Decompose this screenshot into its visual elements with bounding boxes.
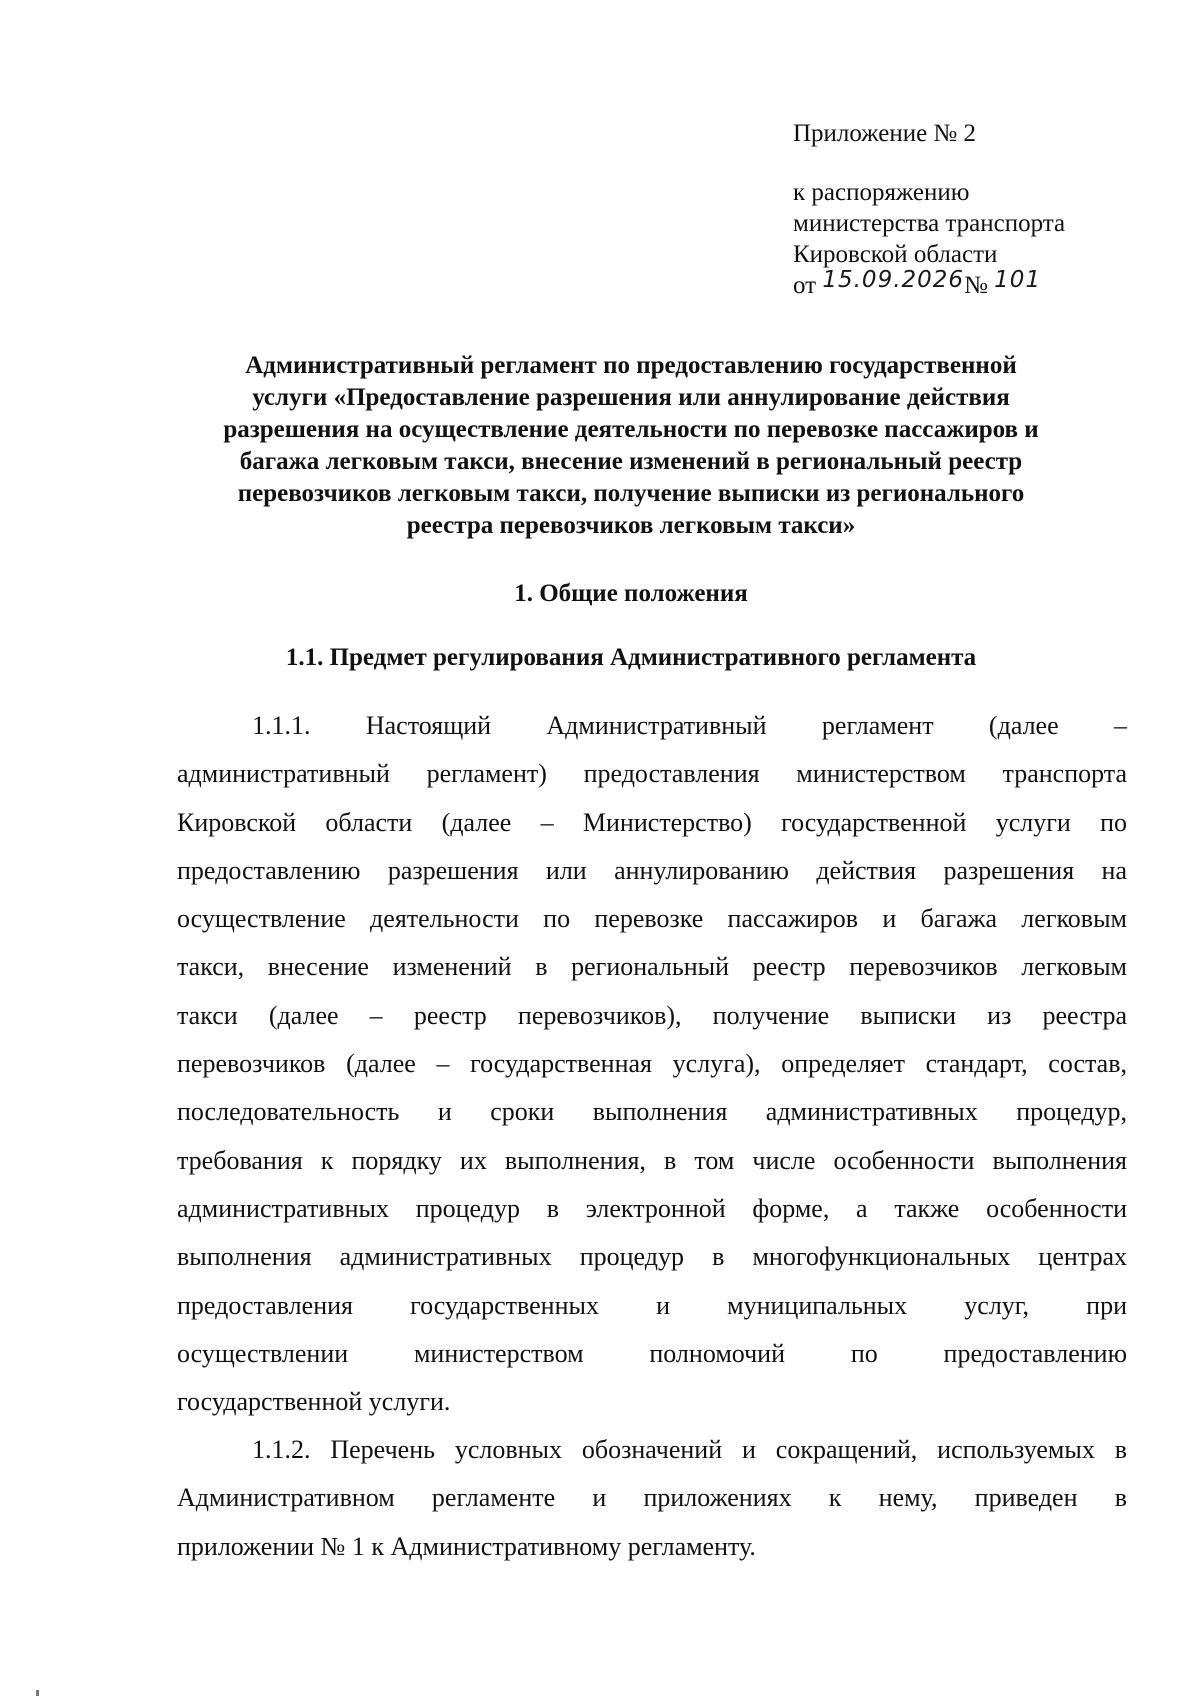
paragraph-line: требования к порядку их выполнения, в том числе особенности выполнения	[177, 1145, 1127, 1175]
paragraph-line: предоставлению разрешения или аннулированию действия разрешения на	[177, 855, 1127, 885]
appendix-ministry-line-2: Кировской области	[793, 241, 998, 268]
paragraph-line: 1.1.2. Перечень условных обозначений и сокращений, используемых в	[252, 1435, 1127, 1464]
appendix-block	[793, 118, 1173, 302]
handwritten-number: 101	[994, 267, 1042, 293]
appendix-to: к распоряжению	[793, 179, 970, 206]
paragraph-line: административных процедур в электронной форме, а также особенности	[177, 1193, 1127, 1223]
title-line: реестра перевозчиков легковым такси»	[406, 512, 856, 539]
paragraph-line: перевозчиков (далее – государственная услуга), определяет стандарт, состав,	[177, 1049, 1127, 1079]
appendix-ministry-line-1: министерства транспорта	[793, 210, 1066, 237]
paragraph-line: административный регламент) предоставления министерством транспорта	[177, 759, 1127, 789]
paragraph-line: приложении № 1 к Административному регламенту.	[177, 1531, 756, 1561]
appendix-number: Приложение № 2	[793, 120, 977, 147]
title-line: перевозчиков легковым такси, получение выписки из регионального	[237, 480, 1025, 507]
appendix-number-prefix: №	[964, 272, 988, 299]
paragraph-line: последовательность и сроки выполнения административных процедур,	[177, 1097, 1127, 1127]
paragraph-line: осуществление деятельности по перевозке пассажиров и багажа легковым	[177, 904, 1127, 934]
paragraph-1-1-1	[177, 702, 1127, 1426]
appendix-from-prefix: от	[793, 272, 817, 299]
paragraph-1-1-2	[177, 1426, 1127, 1571]
title-line: разрешения на осуществление деятельности по перевозке пассажиров и	[223, 416, 1039, 443]
scan-edge-mark	[36, 1690, 39, 1696]
handwritten-date: 15.09.2026	[822, 267, 965, 293]
paragraph-line: такси, внесение изменений в региональный реестр перевозчиков легковым	[177, 952, 1127, 982]
paragraph-line: осуществлении министерством полномочий по предоставлению	[177, 1338, 1127, 1368]
appendix-date-line	[793, 267, 1173, 302]
title-line: Административный регламент по предоставлению государственной	[245, 352, 1017, 379]
paragraph-line: Административном регламенте и приложениях к нему, приведен в	[177, 1483, 1127, 1513]
title-line: багажа легковым такси, внесение изменений в региональный реестр	[239, 448, 1023, 475]
paragraph-line: предоставления государственных и муниципальных услуг, при	[177, 1290, 1127, 1320]
paragraph-line: выполнения административных процедур в многофункциональных центрах	[177, 1242, 1127, 1272]
document-title	[150, 350, 1112, 542]
paragraph-line: государственной услуги.	[177, 1387, 451, 1417]
section-heading: 1. Общие положения	[514, 580, 748, 607]
paragraph-line: такси (далее – реестр перевозчиков), получение выписки из реестра	[177, 1000, 1127, 1030]
title-line: услуги «Предоставление разрешения или аннулирование действия	[252, 384, 1010, 411]
paragraph-line: Кировской области (далее – Министерство) государственной услуги по	[177, 807, 1127, 837]
paragraph-line: 1.1.1. Настоящий Административный регламент (далее –	[252, 711, 1127, 740]
subsection-heading: 1.1. Предмет регулирования Административного регламента	[285, 644, 977, 671]
